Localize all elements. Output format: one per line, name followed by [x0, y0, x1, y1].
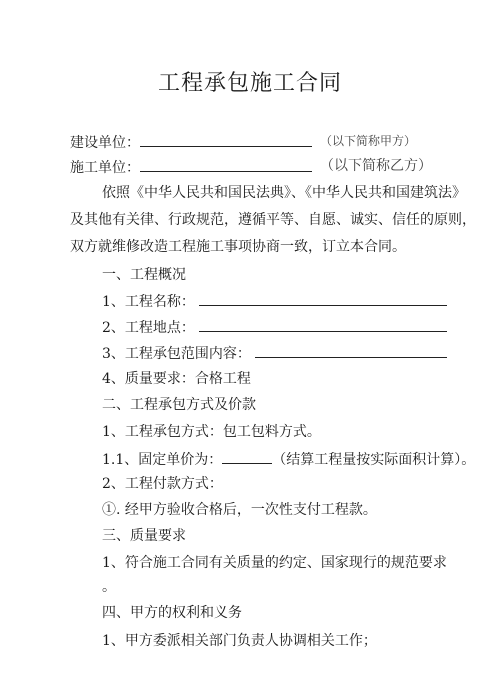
- project-name-label: 1、工程名称：: [102, 294, 195, 310]
- fixed-price-line: [102, 449, 475, 469]
- section2-heading: 二、工程承包方式及价款: [102, 397, 256, 413]
- project-place-blank[interactable]: [199, 317, 447, 332]
- project-place-label: 2、工程地点：: [102, 320, 195, 336]
- project-scope-blank[interactable]: [255, 343, 447, 358]
- fixed-price-blank[interactable]: [222, 449, 272, 464]
- payment-item-1: ①. 经甲方验收合格后，一次性支付工程款。: [102, 502, 377, 518]
- section4-heading: 四、甲方的权利和义务: [102, 605, 242, 621]
- party-a-line: [70, 132, 312, 152]
- party-a-note: （以下简称甲方）: [320, 134, 417, 148]
- project-scope-label: 3、工程承包范围内容：: [102, 346, 251, 362]
- intro-line-2: 及其他有关律、行政规范，遵循平等、自愿、诚实、信任的原则，: [70, 212, 476, 228]
- intro-line-1: 依照《中华人民共和国民法典》、《中华人民共和国建筑法》: [102, 185, 466, 201]
- project-name-line: [102, 291, 447, 311]
- section1-heading: 一、工程概况: [102, 267, 186, 283]
- project-place-line: [102, 317, 447, 337]
- fixed-price-label: 1.1、固定单价为：: [102, 452, 223, 468]
- party-a-label: 建设单位：: [70, 135, 140, 151]
- quality-item-1: 1、符合施工合同有关质量的约定、国家现行的规范要求: [102, 555, 447, 571]
- quality-item-1-continued: 。: [102, 579, 116, 595]
- party-a-right-item-1: 1、甲方委派相关部门负责人协调相关工作；: [102, 633, 377, 649]
- project-name-blank[interactable]: [199, 291, 447, 306]
- party-b-line: [70, 157, 312, 177]
- fixed-price-note: （结算工程量按实际面积计算）。: [272, 452, 476, 468]
- project-scope-line: [102, 343, 447, 363]
- party-b-label: 施工单位：: [70, 160, 140, 176]
- quality-requirement: 4、质量要求：合格工程: [102, 371, 251, 387]
- contract-method: 1、工程承包方式：包工包料方式。: [102, 424, 321, 440]
- document-title: 工程承包施工合同: [157, 71, 342, 96]
- party-b-note: （以下简称乙方）: [320, 158, 432, 174]
- section3-heading: 三、质量要求: [102, 528, 186, 544]
- party-b-blank[interactable]: [140, 157, 312, 172]
- payment-method: 2、工程付款方式：: [102, 476, 223, 492]
- intro-line-3: 双方就维修改造工程施工事项协商一致，订立本合同。: [70, 239, 406, 255]
- party-a-blank[interactable]: [140, 132, 312, 147]
